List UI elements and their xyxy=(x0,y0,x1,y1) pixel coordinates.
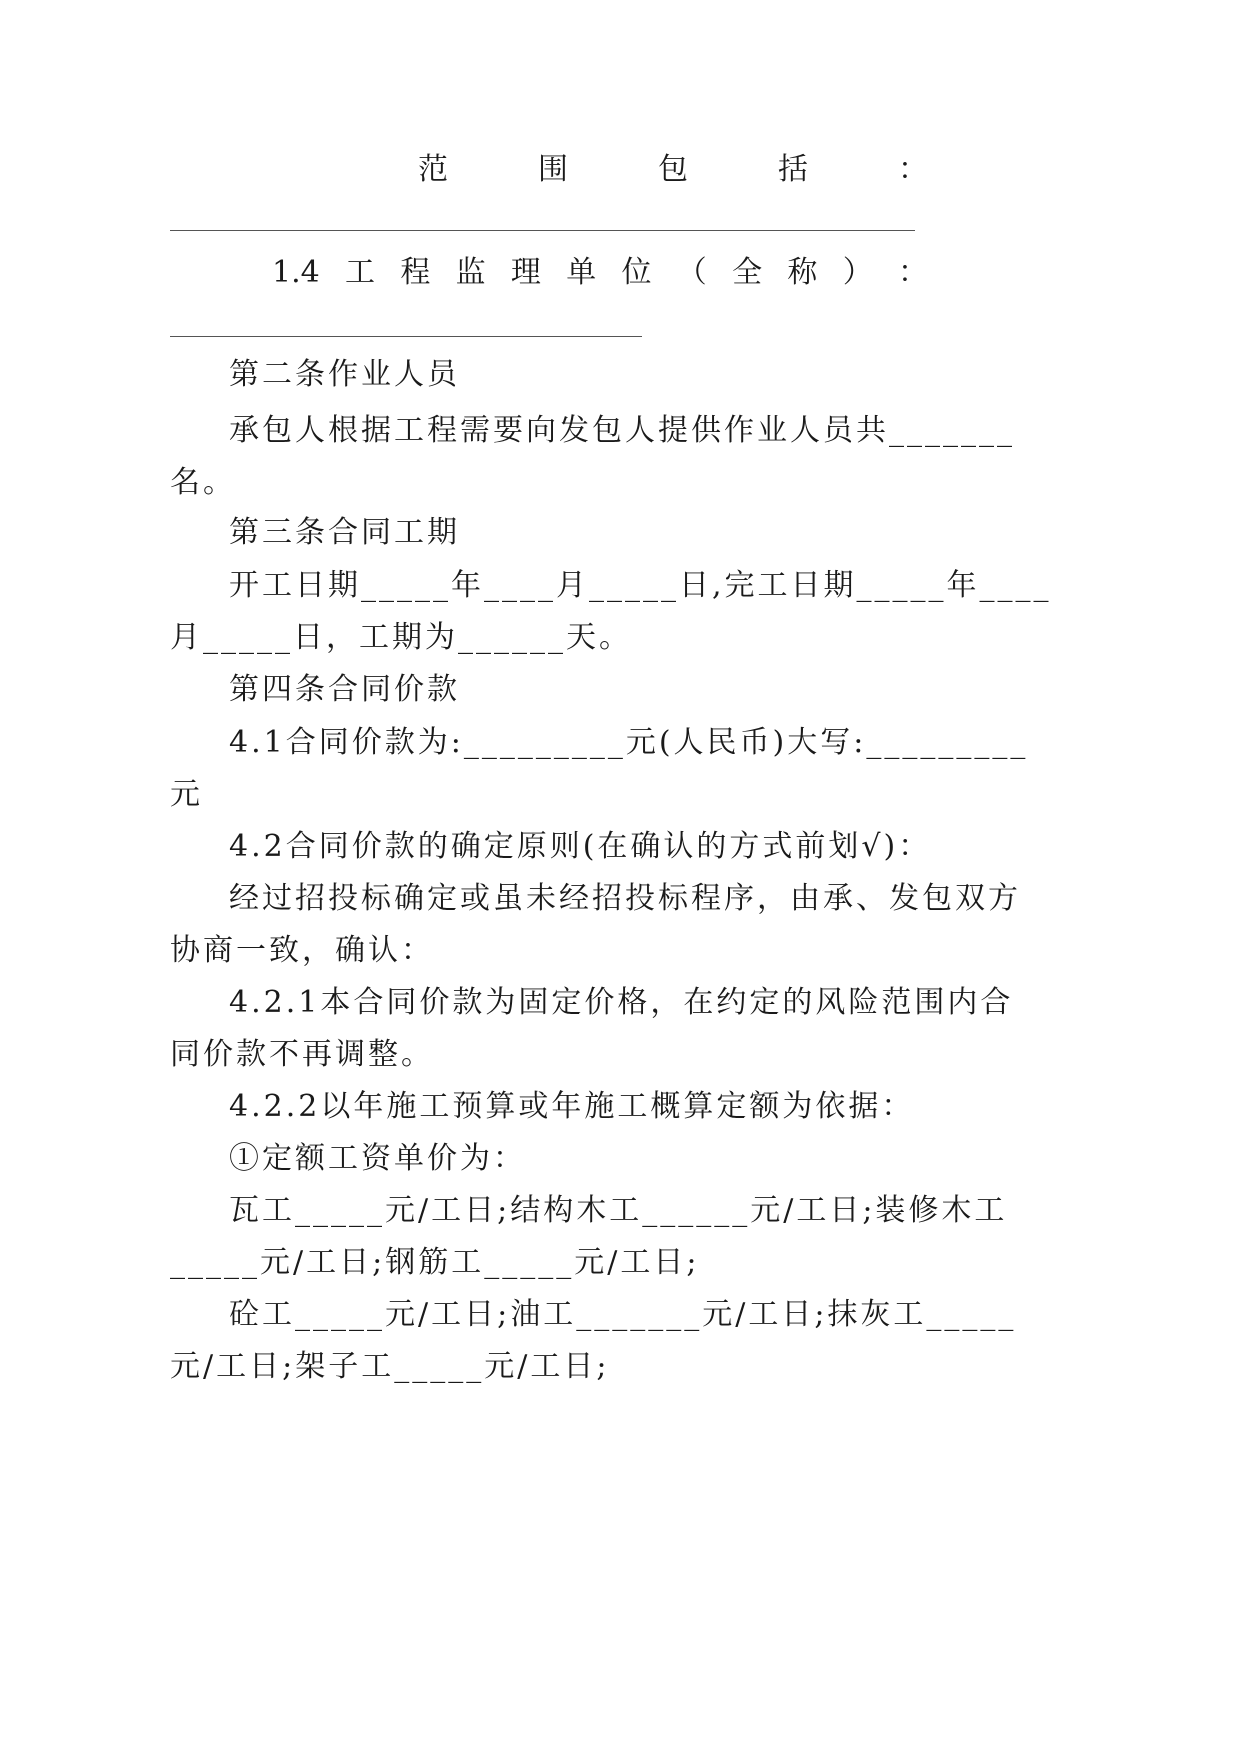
supervisor-char: （ xyxy=(676,255,707,290)
supervisor-char: 全 xyxy=(732,255,763,290)
clause-4-2: 4.2合同价款的确定原则(在确认的方式前划√)： xyxy=(229,829,932,864)
article-2-title: 第二条作业人员 xyxy=(229,357,460,392)
scope-line xyxy=(418,150,928,190)
scope-blank-underline xyxy=(170,230,915,231)
supervisor-char: 位 xyxy=(621,255,652,290)
clause-4-2-body-cont: 协商一致，确认： xyxy=(170,933,434,968)
clause-4-1-cont: 元 xyxy=(170,777,203,812)
clause-4-1: 4.1合同价款为:_________元(人民币)大写:_________ xyxy=(229,725,1029,760)
scope-char: 围 xyxy=(538,152,568,187)
wage-line-cont: 元/工日;架子工_____元/工日; xyxy=(170,1349,610,1384)
clause-4-2-body: 经过招投标确定或虽未经招投标程序，由承、发包双方 xyxy=(229,881,1021,916)
clause-4-2-2: 4.2.2以年施工预算或年施工概算定额为依据： xyxy=(229,1089,915,1124)
article-3-body: 开工日期_____年____月_____日,完工日期_____年____ xyxy=(229,568,1052,603)
wage-line: 砼工_____元/工日;油工_______元/工日;抹灰工_____ xyxy=(229,1297,1017,1332)
supervisor-char: 理 xyxy=(510,255,541,290)
clause-4-2-1: 4.2.1本合同价款为固定价格，在约定的风险范围内合 xyxy=(229,985,1014,1020)
article-4-title: 第四条合同价款 xyxy=(229,672,460,707)
wage-line: 瓦工_____元/工日;结构木工______元/工日;装修木工 xyxy=(229,1193,1008,1228)
wage-line-cont: _____元/工日;钢筋工_____元/工日; xyxy=(170,1245,700,1280)
clause-4-2-1-cont: 同价款不再调整。 xyxy=(170,1037,434,1072)
article-2-body: 承包人根据工程需要向发包人提供作业人员共_______ xyxy=(229,413,1015,448)
article-3-body-cont: 月_____日，工期为______天。 xyxy=(170,620,632,655)
clause-4-2-2-item-1: ①定额工资单价为： xyxy=(229,1141,526,1176)
supervisor-char: ： xyxy=(897,255,928,290)
supervisor-char: 称 xyxy=(787,255,818,290)
supervisor-number: 1.4 xyxy=(272,255,320,290)
scope-char: ： xyxy=(898,152,928,187)
scope-char: 包 xyxy=(658,152,688,187)
supervisor-blank-underline xyxy=(170,336,642,337)
supervisor-char: 单 xyxy=(566,255,597,290)
supervisor-char: ） xyxy=(842,255,873,290)
article-3-title: 第三条合同工期 xyxy=(229,515,460,550)
scope-char: 括 xyxy=(778,152,808,187)
article-2-body-cont: 名。 xyxy=(170,465,236,500)
supervisor-line xyxy=(272,253,928,293)
supervisor-char: 监 xyxy=(455,255,486,290)
supervisor-char: 程 xyxy=(400,255,431,290)
scope-char: 范 xyxy=(418,152,448,187)
supervisor-char: 工 xyxy=(345,255,376,290)
